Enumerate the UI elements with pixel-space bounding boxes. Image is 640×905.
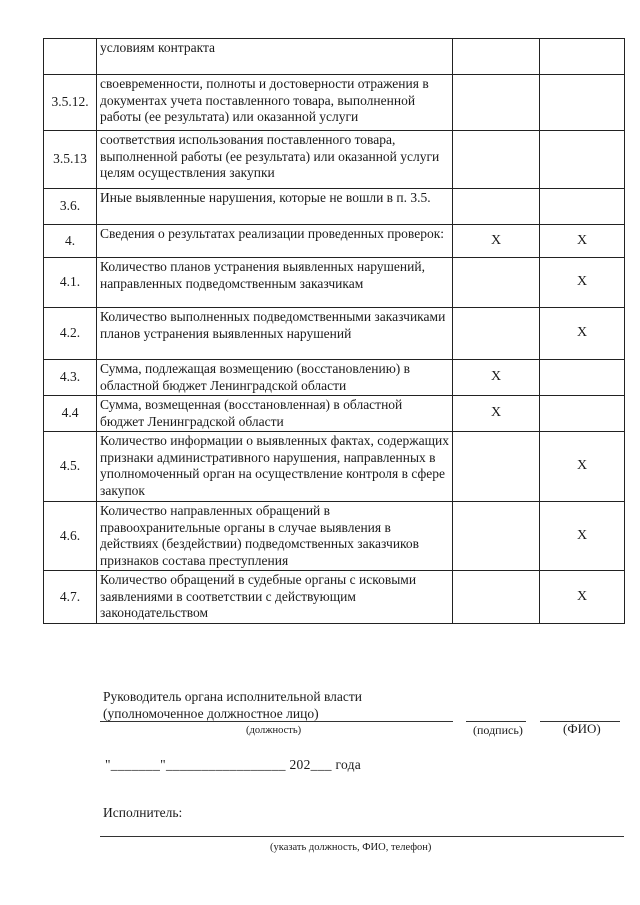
- row-number: 4.5.: [44, 432, 97, 502]
- row-mark-col3: [453, 131, 540, 189]
- row-mark-col4: X: [540, 308, 625, 360]
- row-text: Количество планов устранения выявленных нарушений, направленных подведомственным заказчикам: [97, 258, 453, 308]
- row-text: Количество выполненных подведомственными заказчиками планов устранения выявленных нарушений: [97, 308, 453, 360]
- row-mark-col4: X: [540, 502, 625, 571]
- row-text: своевременности, полноты и достоверности отражения в документах учета поставленного товара, выполненной работы (ее результата) или оказанной услуги: [97, 75, 453, 131]
- row-number: 4.7.: [44, 571, 97, 624]
- row-mark-col4: [540, 39, 625, 75]
- row-number: 4.3.: [44, 360, 97, 396]
- row-mark-col3: [453, 75, 540, 131]
- row-mark-col3: X: [453, 396, 540, 432]
- table-row: [44, 39, 625, 75]
- row-number: 4.1.: [44, 258, 97, 308]
- row-number: 3.5.12.: [44, 75, 97, 131]
- table-row: [44, 502, 625, 571]
- table-row: [44, 75, 625, 131]
- row-number: 4.6.: [44, 502, 97, 571]
- row-mark-col4: [540, 131, 625, 189]
- row-text: Сумма, возмещенная (восстановленная) в областной бюджет Ленинградской области: [97, 396, 453, 432]
- row-number: 4.: [44, 225, 97, 258]
- row-text: Количество информации о выявленных фактах, содержащих признаки административного нарушения, направленных в уполномоченный орган на осуществление контроля в сфере закупок: [97, 432, 453, 502]
- table-row: [44, 225, 625, 258]
- table-row: [44, 396, 625, 432]
- row-mark-col3: [453, 39, 540, 75]
- table-row: [44, 571, 625, 624]
- row-text: условиям контракта: [97, 39, 453, 75]
- table-row: [44, 432, 625, 502]
- report-table: [43, 38, 625, 624]
- row-mark-col3: [453, 432, 540, 502]
- executor-line: [100, 836, 624, 837]
- row-number: 3.5.13: [44, 131, 97, 189]
- caption-fio: (ФИО): [563, 721, 601, 736]
- row-text: соответствия использования поставленного товара, выполненной работы (ее результата) или оказанной услуги целям осуществления закупки: [97, 131, 453, 189]
- row-mark-col3: [453, 502, 540, 571]
- row-mark-col3: X: [453, 360, 540, 396]
- row-text: Количество обращений в судебные органы с исковыми заявлениями в соответствии с действующим законодательством: [97, 571, 453, 624]
- row-mark-col4: X: [540, 225, 625, 258]
- row-mark-col3: [453, 308, 540, 360]
- head-title-line2: (уполномоченное должностное лицо): [103, 706, 319, 721]
- row-text: Сведения о результатах реализации проведенных проверок:: [97, 225, 453, 258]
- row-mark-col4: [540, 396, 625, 432]
- table-row: [44, 308, 625, 360]
- row-number: 3.6.: [44, 189, 97, 225]
- position-line: [100, 721, 453, 722]
- row-number: [44, 39, 97, 75]
- table-row: [44, 131, 625, 189]
- row-mark-col3: [453, 189, 540, 225]
- signature-line: [466, 721, 526, 722]
- table-row: [44, 189, 625, 225]
- head-title-line1: Руководитель органа исполнительной власти: [103, 689, 362, 704]
- row-mark-col4: [540, 189, 625, 225]
- row-number: 4.2.: [44, 308, 97, 360]
- row-mark-col4: X: [540, 571, 625, 624]
- row-text: Количество направленных обращений в правоохранительные органы в случае выявления в действиях (бездействии) подведомственных заказчиков признаков состава преступления: [97, 502, 453, 571]
- caption-position: (должность): [246, 725, 302, 736]
- executor-label: Исполнитель:: [103, 805, 183, 820]
- row-mark-col3: [453, 571, 540, 624]
- row-mark-col4: X: [540, 258, 625, 308]
- row-mark-col4: [540, 360, 625, 396]
- caption-signature: (подпись): [473, 723, 523, 737]
- row-text: Иные выявленные нарушения, которые не вошли в п. 3.5.: [97, 189, 453, 225]
- row-mark-col4: X: [540, 432, 625, 502]
- row-mark-col4: [540, 75, 625, 131]
- row-mark-col3: [453, 258, 540, 308]
- row-text: Сумма, подлежащая возмещению (восстановлению) в областной бюджет Ленинградской области: [97, 360, 453, 396]
- caption-executor: (указать должность, ФИО, телефон): [270, 842, 432, 853]
- row-mark-col3: X: [453, 225, 540, 258]
- table-row: [44, 258, 625, 308]
- table-row: [44, 360, 625, 396]
- row-number: 4.4: [44, 396, 97, 432]
- date-line: "_______"_________________ 202___ года: [105, 757, 362, 772]
